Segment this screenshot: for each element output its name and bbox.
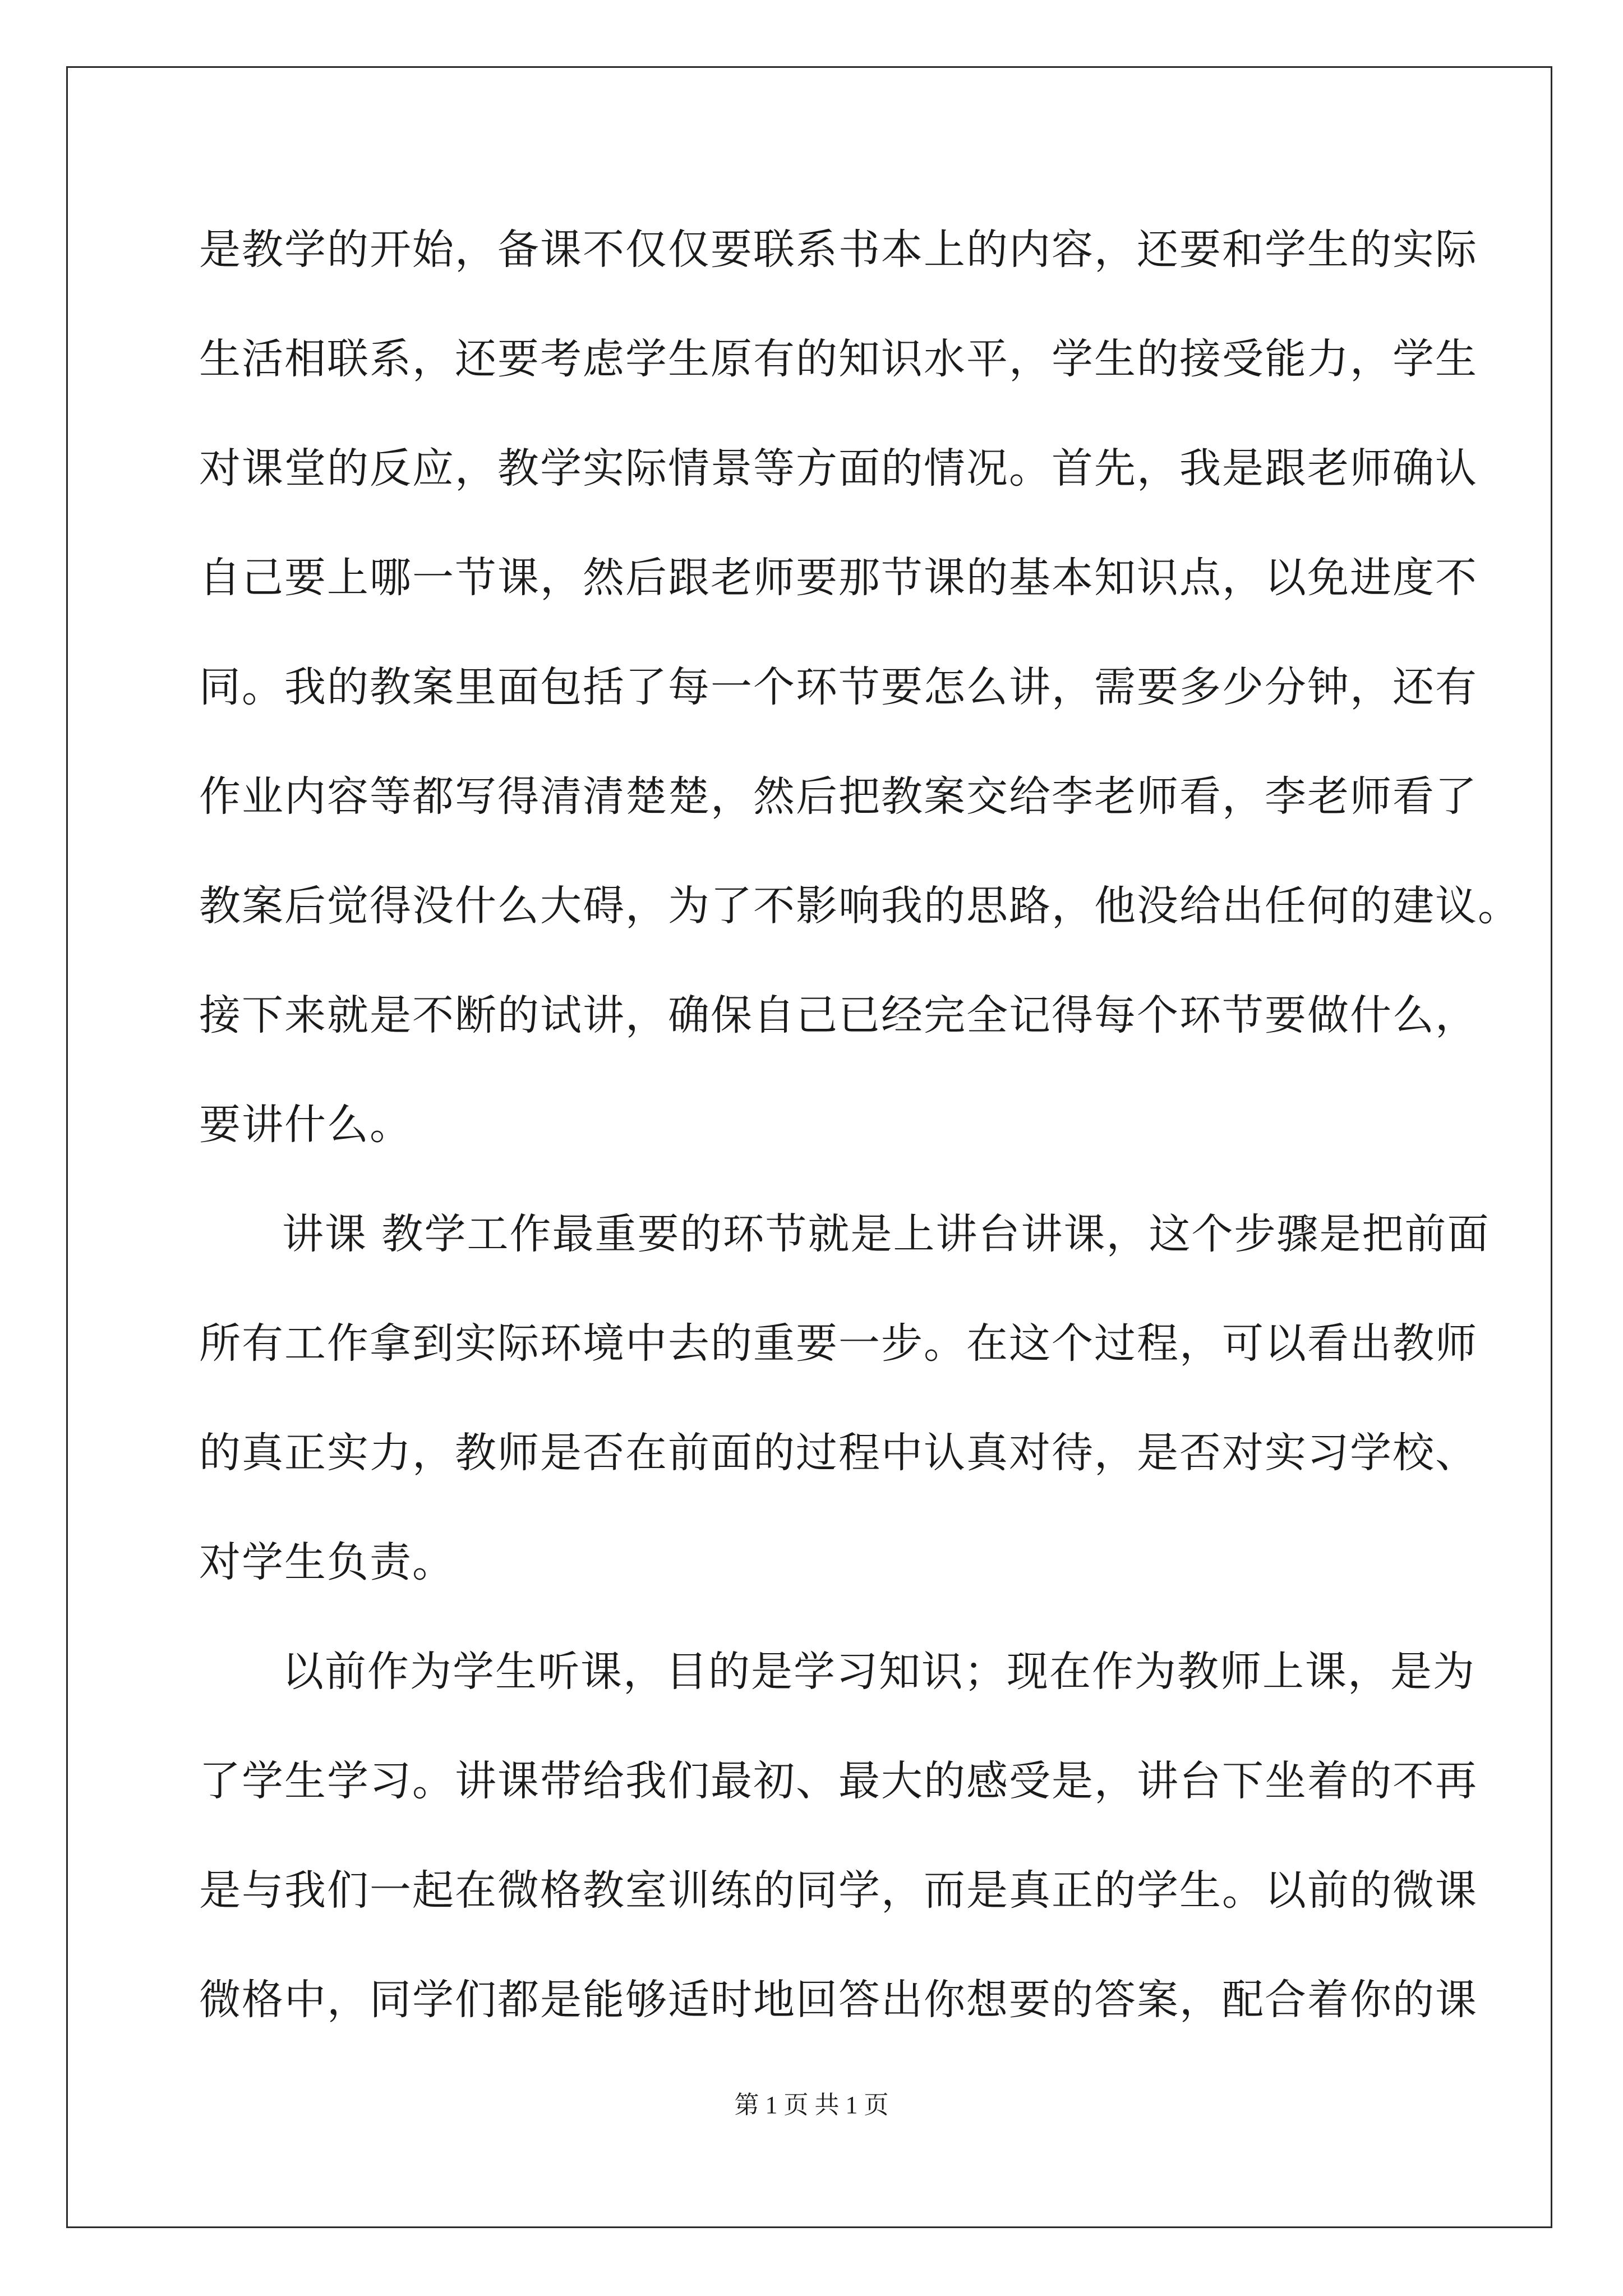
text-line: 了学生学习。讲课带给我们最初、最大的感受是，讲台下坐着的不再 xyxy=(199,1757,1478,1805)
text-line: 对学生负责。 xyxy=(199,1538,455,1586)
text-line: 是与我们一起在微格教室训练的同学，而是真正的学生。以前的微课 xyxy=(199,1866,1478,1915)
text-line: 对课堂的反应，教学实际情景等方面的情况。首先，我是跟老师确认 xyxy=(199,444,1478,493)
text-line: 以前作为学生听课，目的是学习知识；现在作为教师上课，是为 xyxy=(282,1648,1476,1696)
text-line: 所有工作拿到实际环境中去的重要一步。在这个过程，可以看出教师 xyxy=(199,1319,1478,1368)
text-line: 生活相联系，还要考虑学生原有的知识水平，学生的接受能力，学生 xyxy=(199,335,1478,383)
page-number-footer: 第 1 页 共 1 页 xyxy=(734,2091,889,2119)
text-line: 作业内容等都写得清清楚楚，然后把教案交给李老师看，李老师看了 xyxy=(199,772,1478,821)
text-line: 微格中，同学们都是能够适时地回答出你想要的答案，配合着你的课 xyxy=(199,1976,1478,2024)
text-line: 自己要上哪一节课，然后跟老师要那节课的基本知识点，以免进度不 xyxy=(199,554,1478,602)
text-line: 是教学的开始，备课不仅仅要联系书本上的内容，还要和学生的实际 xyxy=(199,226,1478,274)
text-line: 教案后觉得没什么大碍，为了不影响我的思路，他没给出任何的建议。 xyxy=(199,882,1520,930)
text-line: 要讲什么。 xyxy=(199,1101,412,1149)
text-line: 同。我的教案里面包括了每一个环节要怎么讲，需要多少分钟，还有 xyxy=(199,663,1478,711)
text-line: 讲课 教学工作最重要的环节就是上讲台讲课，这个步骤是把前面 xyxy=(282,1210,1490,1258)
text-line: 的真正实力，教师是否在前面的过程中认真对待，是否对实习学校、 xyxy=(199,1429,1478,1477)
text-line: 接下来就是不断的试讲，确保自己已经完全记得每个环节要做什么， xyxy=(199,991,1478,1039)
